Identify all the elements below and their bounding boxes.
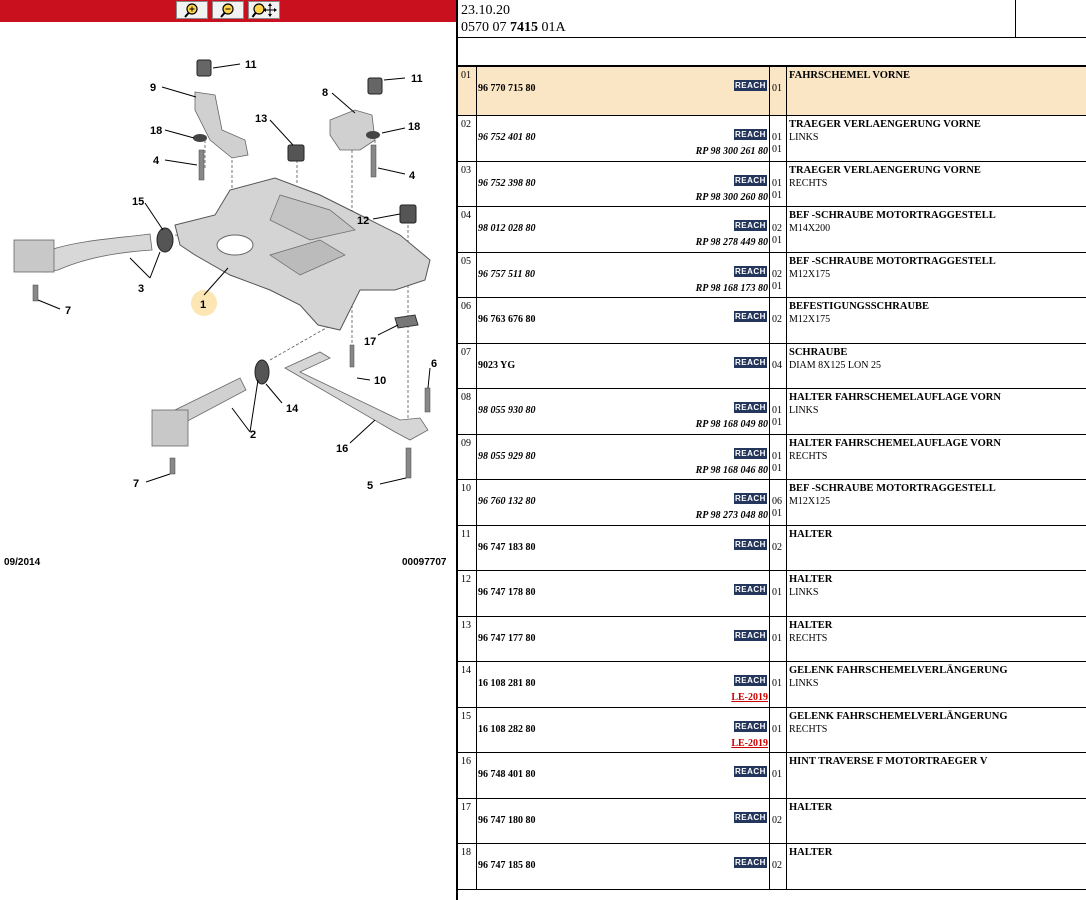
- part-number[interactable]: 96 770 715 80: [478, 83, 536, 94]
- description: SCHRAUBE: [789, 346, 848, 358]
- position-number: 15: [461, 710, 471, 722]
- description: HALTER FAHRSCHEMELAUFLAGE VORN: [789, 392, 1001, 403]
- description: HALTER FAHRSCHEMELAUFLAGE VORN: [789, 437, 1001, 449]
- reach-badge: REACH: [735, 858, 766, 867]
- diagram-code: 00097707: [402, 557, 447, 568]
- reach-badge: REACH: [735, 403, 766, 412]
- description: HALTER: [789, 801, 833, 813]
- description-detail: RECHTS: [789, 723, 828, 735]
- part-number[interactable]: 98 055 930 80: [478, 405, 536, 416]
- description: HALTER: [789, 619, 833, 631]
- description-detail: LINKS: [789, 678, 819, 689]
- reach-badge: REACH: [735, 539, 766, 549]
- bolt-7-right: [170, 458, 175, 474]
- reach-badge: REACH: [735, 721, 766, 731]
- callout-label: 16: [336, 443, 349, 455]
- part-row[interactable]: [458, 116, 1086, 162]
- part-number[interactable]: 96 763 676 80: [478, 314, 536, 325]
- beam-bracket-right: [152, 410, 188, 446]
- quantity: 01: [772, 177, 782, 189]
- position-number: 05: [461, 255, 471, 267]
- reach-badge: REACH: [735, 585, 766, 594]
- bushing-15: [157, 228, 173, 252]
- reach-badge: REACH: [735, 130, 766, 139]
- zoom-fit-icon: [251, 2, 277, 18]
- bolt-10: [350, 345, 354, 367]
- reach-badge: REACH: [735, 266, 766, 276]
- bushing-14: [255, 360, 269, 384]
- description: BEF -SCHRAUBE MOTORTRAGGESTELL: [789, 255, 996, 267]
- part-number[interactable]: 96 747 177 80: [478, 632, 536, 644]
- part-row[interactable]: [458, 389, 1086, 435]
- part-row[interactable]: [458, 844, 1086, 890]
- position-number: 06: [461, 301, 471, 312]
- part-row[interactable]: [458, 344, 1086, 390]
- reach-badge: REACH: [735, 812, 766, 822]
- bolt-4-right: [371, 145, 376, 177]
- callout-label: 7: [65, 305, 72, 317]
- mount-17: [395, 315, 418, 328]
- position-number: 18: [461, 847, 471, 858]
- part-number[interactable]: 96 747 178 80: [478, 587, 536, 598]
- callout-label: 7: [133, 478, 140, 490]
- callout-label: 12: [357, 215, 370, 227]
- exploded-parts-diagram: [0, 40, 456, 540]
- part-number[interactable]: 96 748 401 80: [478, 769, 536, 780]
- position-number: 14: [461, 665, 471, 676]
- mount-11-left: [197, 60, 211, 76]
- part-number[interactable]: 96 752 398 80: [478, 177, 536, 189]
- zoom-in-icon: [183, 2, 201, 18]
- position-number: 07: [461, 346, 471, 358]
- callout-label: 3: [138, 283, 145, 295]
- reach-badge: REACH: [735, 767, 766, 776]
- bolt-7-left: [33, 285, 38, 301]
- part-row[interactable]: [458, 708, 1086, 754]
- washer-18-right: [366, 131, 380, 139]
- replacement-part-number[interactable]: RP 98 300 260 80: [695, 191, 768, 203]
- part-row[interactable]: [458, 435, 1086, 481]
- description: GELENK FAHRSCHEMELVERLÄNGERUNG: [789, 665, 1008, 676]
- le-link[interactable]: LE-2019: [731, 737, 768, 749]
- description: GELENK FAHRSCHEMELVERLÄNGERUNG: [789, 710, 1008, 722]
- part-number[interactable]: 96 760 132 80: [478, 496, 536, 507]
- part-number[interactable]: 98 012 028 80: [478, 223, 536, 234]
- reach-badge: REACH: [735, 221, 766, 230]
- replacement-part-number[interactable]: RP 98 168 173 80: [695, 282, 768, 294]
- position-number: 03: [461, 164, 471, 176]
- part-row[interactable]: [458, 207, 1086, 253]
- bolt-6: [425, 388, 430, 412]
- ref-suffix: 01A: [538, 20, 566, 35]
- zoom-in-button[interactable]: [176, 1, 208, 19]
- quantity: 02: [772, 268, 782, 280]
- part-number[interactable]: 96 747 180 80: [478, 814, 536, 826]
- part-row[interactable]: [458, 662, 1086, 708]
- description: FAHRSCHEMEL VORNE: [789, 70, 911, 81]
- description: BEF -SCHRAUBE MOTORTRAGGESTELL: [789, 210, 996, 221]
- bolt-5: [406, 448, 411, 478]
- quantity: 02: [772, 223, 782, 234]
- part-row[interactable]: [458, 617, 1086, 663]
- description: HALTER: [789, 528, 833, 540]
- part-row[interactable]: [458, 753, 1086, 799]
- zoom-toolbar: [0, 0, 456, 22]
- callout-label: 13: [255, 113, 268, 125]
- part-number[interactable]: 98 055 929 80: [478, 450, 536, 462]
- position-number: 10: [461, 483, 471, 494]
- description: TRAEGER VERLAENGERUNG VORNE: [789, 119, 981, 130]
- callout-label: 4: [153, 155, 160, 167]
- part-row[interactable]: [458, 67, 1086, 116]
- replacement-quantity: 01: [772, 144, 782, 155]
- part-row[interactable]: [458, 526, 1086, 572]
- quantity: 01: [772, 405, 782, 416]
- callout-label: 9: [150, 82, 157, 94]
- replacement-part-number[interactable]: RP 98 273 048 80: [695, 510, 768, 521]
- quantity: 01: [772, 678, 782, 689]
- part-number[interactable]: 96 752 401 80: [478, 132, 536, 143]
- ref-bold: 7415: [510, 20, 538, 35]
- part-row[interactable]: [458, 799, 1086, 845]
- description: TRAEGER VERLAENGERUNG VORNE: [789, 164, 981, 176]
- description: HALTER: [789, 574, 833, 585]
- callout-label: 4: [409, 170, 416, 182]
- replacement-quantity: 01: [772, 417, 782, 428]
- quantity: 02: [772, 314, 782, 325]
- parts-table: [458, 65, 1086, 890]
- reach-badge: REACH: [735, 357, 766, 367]
- position-number: 02: [461, 119, 471, 130]
- quantity: 02: [772, 860, 782, 871]
- part-row[interactable]: [458, 480, 1086, 526]
- callout-label: 11: [245, 59, 257, 71]
- callout-label: 5: [367, 480, 374, 492]
- bracket-8: [330, 110, 375, 150]
- reach-badge: REACH: [735, 494, 766, 503]
- quantity: 06: [772, 496, 782, 507]
- description-detail: M12X175: [789, 268, 831, 280]
- quantity: 01: [772, 723, 782, 735]
- quantity: 02: [772, 814, 782, 826]
- callout-label: 18: [408, 121, 421, 133]
- callout-label: 11: [411, 73, 423, 85]
- callout-label: 14: [286, 403, 299, 415]
- crossmember-16: [285, 352, 428, 440]
- quantity: 01: [772, 587, 782, 598]
- quantity: 01: [772, 83, 782, 94]
- description-detail: DIAM 8X125 LON 25: [789, 359, 881, 371]
- callout-label: 18: [150, 125, 163, 137]
- position-number: 11: [461, 528, 471, 540]
- replacement-quantity: 01: [772, 189, 782, 201]
- quantity: 01: [772, 632, 782, 644]
- quantity: 04: [772, 359, 782, 371]
- reach-badge: REACH: [735, 81, 766, 90]
- description-detail: LINKS: [789, 405, 819, 416]
- description: BEF -SCHRAUBE MOTORTRAGGESTELL: [789, 483, 996, 494]
- reach-badge: REACH: [735, 312, 766, 321]
- description: HINT TRAVERSE F MOTORTRAEGER V: [789, 756, 988, 767]
- mount-12: [400, 205, 416, 223]
- replacement-quantity: 01: [772, 462, 782, 474]
- quantity: 01: [772, 769, 782, 780]
- description-detail: RECHTS: [789, 177, 828, 189]
- header-reference: [461, 19, 566, 36]
- quantity: 02: [772, 541, 782, 553]
- part-number[interactable]: 96 747 185 80: [478, 860, 536, 871]
- front-beam-3: [40, 234, 152, 272]
- callout-label: 10: [374, 375, 387, 387]
- callout-label: 15: [132, 196, 145, 208]
- replacement-part-number[interactable]: RP 98 300 261 80: [695, 146, 768, 157]
- replacement-quantity: 01: [772, 508, 782, 519]
- description: HALTER: [789, 847, 833, 858]
- position-number: 17: [461, 801, 471, 813]
- part-number[interactable]: 96 757 511 80: [478, 268, 535, 280]
- part-number[interactable]: 9023 YG: [478, 359, 516, 371]
- replacement-part-number[interactable]: RP 98 168 049 80: [695, 419, 768, 430]
- position-number: 09: [461, 437, 471, 449]
- part-row[interactable]: [458, 298, 1086, 344]
- reach-badge: REACH: [735, 676, 766, 685]
- subframe-hole: [217, 235, 253, 255]
- quantity: 01: [772, 450, 782, 462]
- description-detail: M12X125: [789, 496, 831, 507]
- replacement-part-number[interactable]: RP 98 168 046 80: [695, 464, 768, 476]
- washer-18-left: [193, 134, 207, 142]
- diagram-date: 09/2014: [4, 557, 41, 568]
- part-row[interactable]: [458, 253, 1086, 299]
- parts-header: [458, 0, 1086, 38]
- mount-13: [288, 145, 304, 161]
- quantity: 01: [772, 132, 782, 143]
- description: BEFESTIGUNGSSCHRAUBE: [789, 301, 930, 312]
- bracket-9: [195, 92, 248, 158]
- description-detail: LINKS: [789, 587, 819, 598]
- beam-bracket-left: [14, 240, 54, 272]
- parts-list-panel: [456, 0, 1086, 900]
- callout-label: 6: [431, 358, 438, 370]
- description-detail: M12X175: [789, 314, 831, 325]
- reach-badge: REACH: [735, 448, 766, 458]
- position-number: 01: [461, 70, 471, 81]
- callout-label: 8: [322, 87, 329, 99]
- header-date: 23.10.20: [461, 3, 510, 18]
- bolt-4-left: [199, 150, 204, 180]
- part-number[interactable]: 96 747 183 80: [478, 541, 536, 553]
- position-number: 13: [461, 619, 471, 631]
- part-row[interactable]: [458, 162, 1086, 208]
- replacement-quantity: 01: [772, 235, 782, 246]
- diagram-panel: [0, 0, 456, 900]
- callout-label: 17: [364, 336, 377, 348]
- description-detail: M14X200: [789, 223, 831, 234]
- zoom-fit-button[interactable]: [248, 1, 280, 19]
- replacement-part-number[interactable]: RP 98 278 449 80: [695, 237, 768, 248]
- description-detail: RECHTS: [789, 632, 828, 644]
- description-detail: RECHTS: [789, 450, 828, 462]
- description-detail: LINKS: [789, 132, 819, 143]
- ref-prefix: 0570 07: [461, 20, 510, 35]
- reach-badge: REACH: [735, 630, 766, 640]
- position-number: 04: [461, 210, 471, 221]
- position-number: 16: [461, 756, 471, 767]
- mount-11-right: [368, 78, 382, 94]
- zoom-out-button[interactable]: [212, 1, 244, 19]
- replacement-quantity: 01: [772, 280, 782, 292]
- position-number: 12: [461, 574, 471, 585]
- callout-label: 1: [200, 299, 207, 311]
- position-number: 08: [461, 392, 471, 403]
- part-row[interactable]: [458, 571, 1086, 617]
- zoom-out-icon: [219, 2, 237, 18]
- part-number[interactable]: 16 108 282 80: [478, 723, 536, 735]
- callout-label: 2: [250, 429, 257, 441]
- part-number[interactable]: 16 108 281 80: [478, 678, 536, 689]
- reach-badge: REACH: [735, 175, 766, 185]
- le-link[interactable]: LE-2019: [731, 692, 768, 703]
